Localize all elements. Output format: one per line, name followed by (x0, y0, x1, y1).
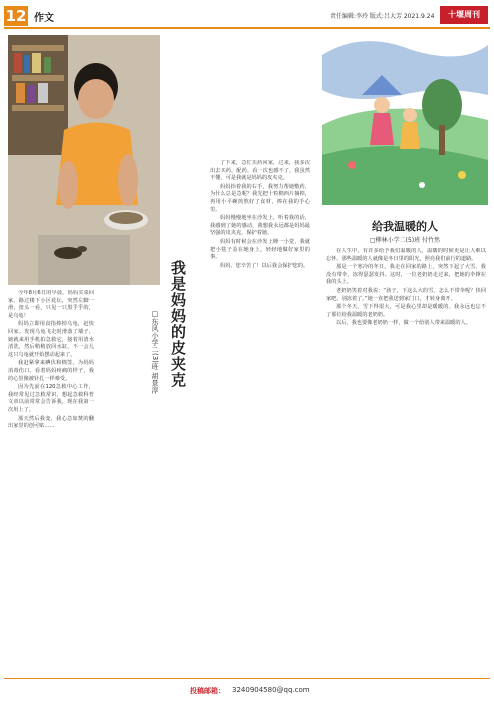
page-number: 12 (5, 7, 27, 25)
article-photo (8, 35, 160, 285)
article-body-column-3 (326, 248, 486, 670)
article-body-column-1 (8, 290, 94, 670)
article-title: 我是妈妈的皮夹克 (169, 260, 187, 388)
paragraph: 妈妈，您辛苦了！以后我会保护您的。 (220, 262, 309, 269)
paragraph: 妈妈抬着我的右手，我努力帮她敷药，为什么总是急呢？我先把十粒棉西片摘掉，再用小平碗煎熬好了食材，捧在我的手心里。 (210, 183, 310, 213)
article-author: □东风小学二(3)班 胡景淳 (151, 310, 159, 394)
header-divider (4, 27, 490, 29)
page-header (0, 0, 494, 28)
paragraph: 妈妈有时候会在沙发上睡一小觉，我就把小毯子盖在她身上，轻轻地做好家里的事。 (210, 238, 310, 261)
article-author: □柳林小学二(5)班 付竹然 (369, 237, 441, 244)
paragraph: 今年8月6日的早晨，妈妈买菜回家，路过楼下小区花坛，突然左脚一滑，扭头一看，只见一只黑乎乎的，是乌龟！ (8, 290, 94, 319)
paragraph: 妈妈慢慢地坐在沙发上，听着我的话，我感到了她的感动，我想我永远都是妈妈最坚强的皮夹克，保护着她。 (210, 215, 310, 237)
article-title: 给我温暖的人 (372, 220, 438, 233)
paragraph: 在人生中，有许多给予我们温暖的人，温暖的时候更是让人难以忘怀。那些温暖的人就像是冬日里的阳光，照亮我们前行的道路。 (326, 248, 486, 262)
page-footer (0, 682, 494, 700)
paragraph: 那是一个寒冷的冬日，我走在回家的路上，突然下起了大雪，我没有带伞，冻得瑟瑟发抖。这时，一位老奶奶走过来，把她的伞撑在我的头上。 (326, 264, 486, 286)
submission-label: 投稿邮箱： (190, 687, 225, 695)
paragraph: 那个冬天，雪下得很大，可是我心里却是暖暖的。我永远也忘不了那位给我温暖的老奶奶。 (326, 304, 486, 318)
article-illustration (322, 35, 488, 205)
paragraph: 我赶紧拿来碘伏和棉签，为妈妈消毒伤口。看着妈妈疼痛的样子，我的心里像被针扎一样难受。 (8, 360, 94, 382)
submission-email[interactable]: 3240904580@qq.com (232, 686, 310, 694)
footer-divider (4, 678, 490, 679)
section-label: 作文 (34, 13, 54, 24)
editor-credits: 责任编辑:李玲 版式:吕大芳 2021.9.24 (330, 13, 435, 20)
paragraph: 妈妈立即用食指捧掉乌龟，赶快回家。发现乌龟飞走时滑落了墙子，她就来用手机拍急救它，接着用清水清洗，然后稍稍放回水缸，不一会儿这只乌龟就开始摆动起来了。 (8, 321, 94, 358)
article-body-column-2 (210, 160, 310, 670)
paragraph: 了下来，急忙买药回家，过来，我多次出去买药，配药。看一次也感不了，我虽然不懂，可是我就是妈妈的皮夹克。 (210, 160, 310, 182)
paragraph: 以后，我也要像老奶奶一样，做一个给别人带来温暖的人。 (336, 320, 471, 327)
paragraph: 那天然后我变，我心急如焚的翻出家里的创可贴…… (8, 415, 94, 430)
paragraph: 因为先前在120急救中心工作，我经常见过急救常识，想起急救科普文章以前常常会告诉我，现在我第一次用上了。 (8, 384, 94, 413)
paragraph: 老奶奶笑着对我说：“孩子，下这么大的雪，怎么不带伞呢？快回家吧，别冻着了。”她一直把我送到家门口，才转身离开。 (326, 287, 486, 302)
brand-logo: 十堰周刊 (440, 6, 488, 24)
